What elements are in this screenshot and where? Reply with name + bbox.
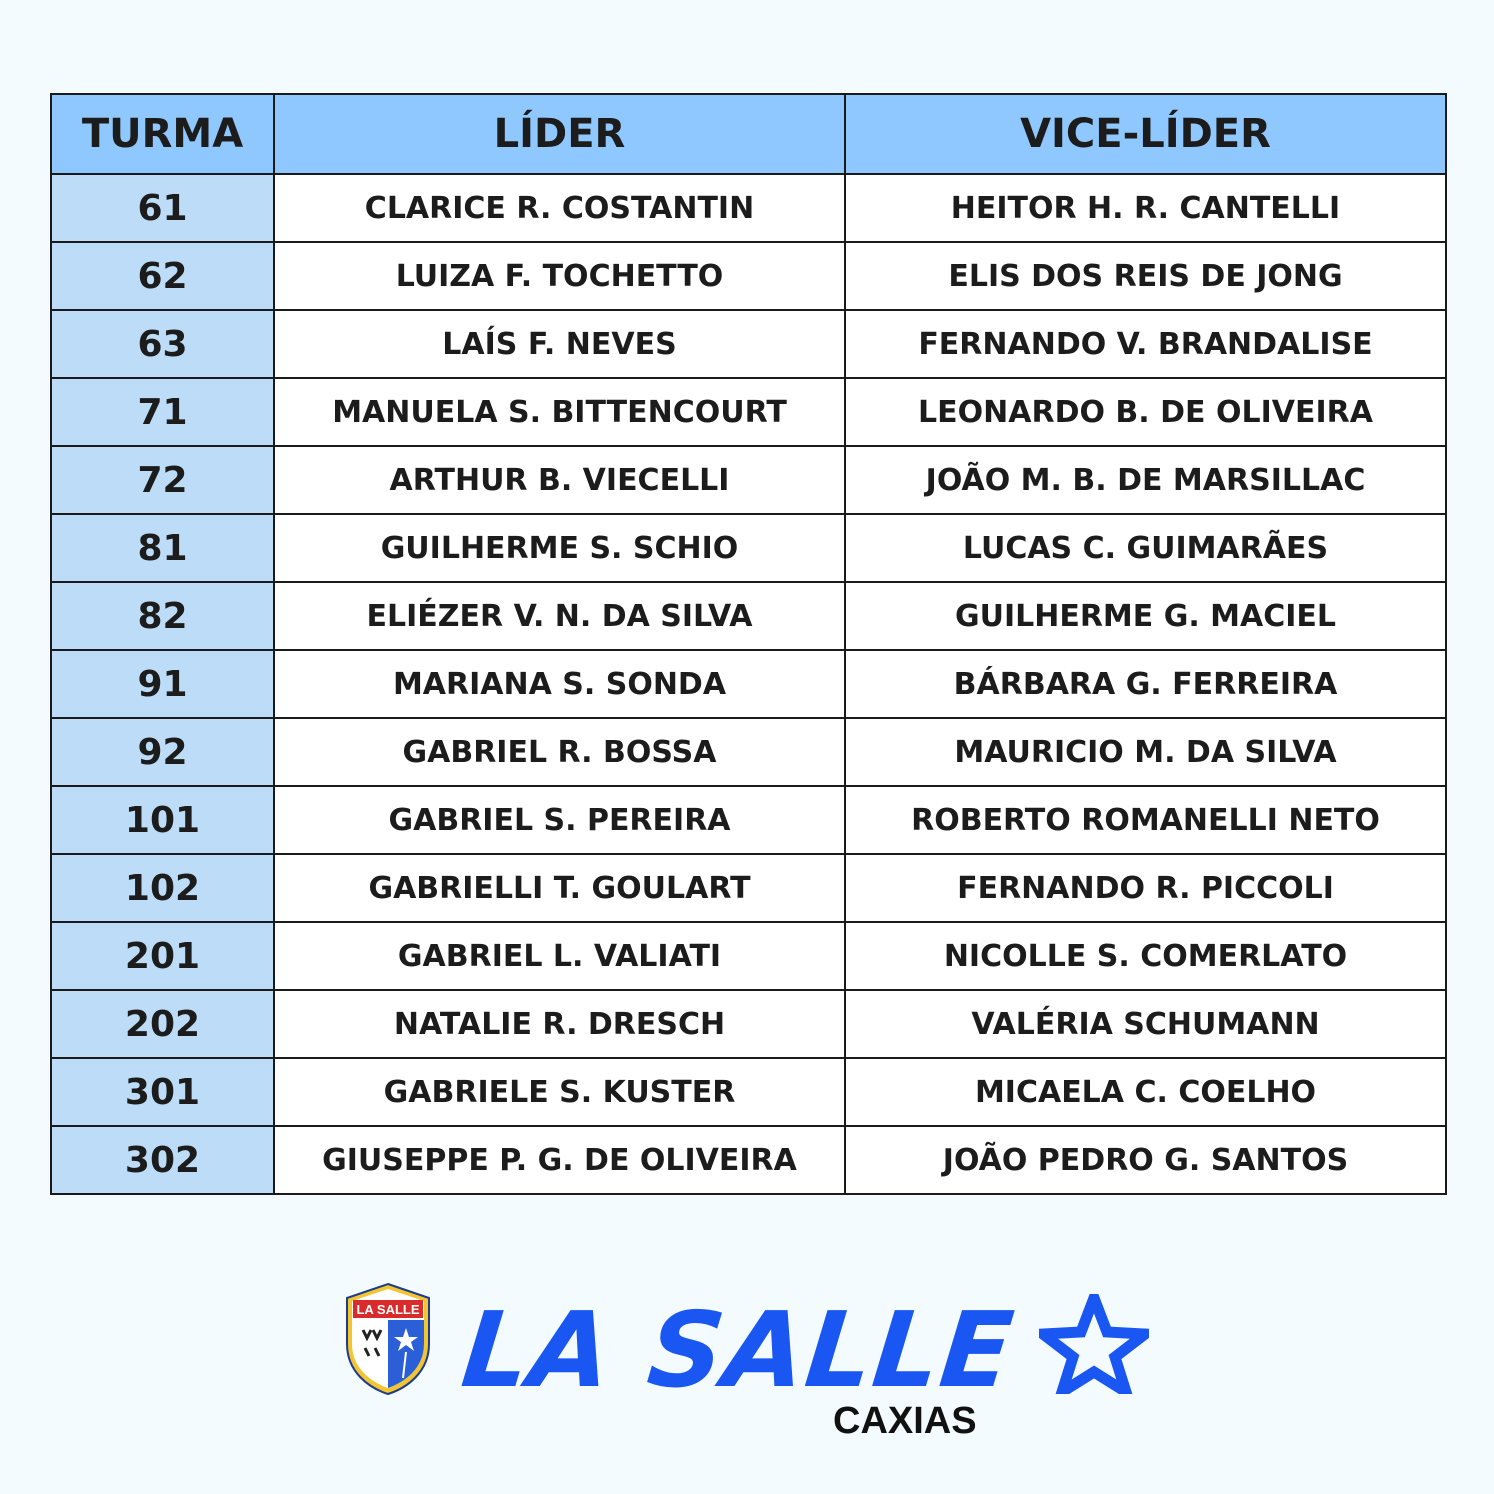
svg-text:LA SALLE: LA SALLE (356, 1302, 420, 1317)
table-row (51, 242, 1446, 310)
turma-cell: 201 (51, 922, 274, 990)
lider-cell: GABRIELE S. KUSTER (274, 1058, 845, 1126)
table-row (51, 582, 1446, 650)
turma-cell: 101 (51, 786, 274, 854)
leaders-table-container (50, 93, 1445, 1195)
table-row (51, 174, 1446, 242)
lider-cell: GIUSEPPE P. G. DE OLIVEIRA (274, 1126, 845, 1194)
lider-cell: GABRIEL L. VALIATI (274, 922, 845, 990)
lider-cell: NATALIE R. DRESCH (274, 990, 845, 1058)
lider-cell: ARTHUR B. VIECELLI (274, 446, 845, 514)
table-row (51, 446, 1446, 514)
turma-cell: 302 (51, 1126, 274, 1194)
star-icon (1039, 1294, 1149, 1394)
table-row (51, 310, 1446, 378)
lider-cell: GABRIEL S. PEREIRA (274, 786, 845, 854)
vice-lider-cell: VALÉRIA SCHUMANN (845, 990, 1446, 1058)
leaders-table (50, 93, 1447, 1195)
lider-cell: GUILHERME S. SCHIO (274, 514, 845, 582)
table-row (51, 786, 1446, 854)
table-row (51, 650, 1446, 718)
lider-cell: LUIZA F. TOCHETTO (274, 242, 845, 310)
table-row (51, 854, 1446, 922)
turma-cell: 301 (51, 1058, 274, 1126)
turma-cell: 82 (51, 582, 274, 650)
vice-lider-cell: ROBERTO ROMANELLI NETO (845, 786, 1446, 854)
vice-lider-cell: GUILHERME G. MACIEL (845, 582, 1446, 650)
table-row (51, 1126, 1446, 1194)
lider-cell: MARIANA S. SONDA (274, 650, 845, 718)
lider-cell: CLARICE R. COSTANTIN (274, 174, 845, 242)
crest-icon (345, 1282, 431, 1396)
lider-cell: MANUELA S. BITTENCOURT (274, 378, 845, 446)
lider-cell: GABRIEL R. BOSSA (274, 718, 845, 786)
lider-cell: ELIÉZER V. N. DA SILVA (274, 582, 845, 650)
header-lider: LÍDER (274, 94, 845, 174)
vice-lider-cell: HEITOR H. R. CANTELLI (845, 174, 1446, 242)
turma-cell: 92 (51, 718, 274, 786)
header-vice-lider: VICE-LÍDER (845, 94, 1446, 174)
vice-lider-cell: FERNANDO V. BRANDALISE (845, 310, 1446, 378)
brand-subtitle: CAXIAS (833, 1400, 977, 1442)
turma-cell: 102 (51, 854, 274, 922)
lider-cell: LAÍS F. NEVES (274, 310, 845, 378)
turma-cell: 62 (51, 242, 274, 310)
turma-cell: 81 (51, 514, 274, 582)
vice-lider-cell: MICAELA C. COELHO (845, 1058, 1446, 1126)
table-row (51, 1058, 1446, 1126)
table-row (51, 378, 1446, 446)
table-row (51, 922, 1446, 990)
vice-lider-cell: FERNANDO R. PICCOLI (845, 854, 1446, 922)
turma-cell: 71 (51, 378, 274, 446)
table-row (51, 514, 1446, 582)
turma-cell: 72 (51, 446, 274, 514)
vice-lider-cell: BÁRBARA G. FERREIRA (845, 650, 1446, 718)
vice-lider-cell: LEONARDO B. DE OLIVEIRA (845, 378, 1446, 446)
vice-lider-cell: ELIS DOS REIS DE JONG (845, 242, 1446, 310)
vice-lider-cell: NICOLLE S. COMERLATO (845, 922, 1446, 990)
turma-cell: 202 (51, 990, 274, 1058)
turma-cell: 63 (51, 310, 274, 378)
vice-lider-cell: MAURICIO M. DA SILVA (845, 718, 1446, 786)
header-turma: TURMA (51, 94, 274, 174)
vice-lider-cell: JOÃO M. B. DE MARSILLAC (845, 446, 1446, 514)
vice-lider-cell: JOÃO PEDRO G. SANTOS (845, 1126, 1446, 1194)
lider-cell: GABRIELLI T. GOULART (274, 854, 845, 922)
table-row (51, 990, 1446, 1058)
turma-cell: 61 (51, 174, 274, 242)
vice-lider-cell: LUCAS C. GUIMARÃES (845, 514, 1446, 582)
table-row (51, 718, 1446, 786)
header-row (51, 94, 1446, 174)
footer-logo (345, 1280, 1165, 1440)
brand-name: LA SALLE (456, 1289, 1020, 1411)
turma-cell: 91 (51, 650, 274, 718)
